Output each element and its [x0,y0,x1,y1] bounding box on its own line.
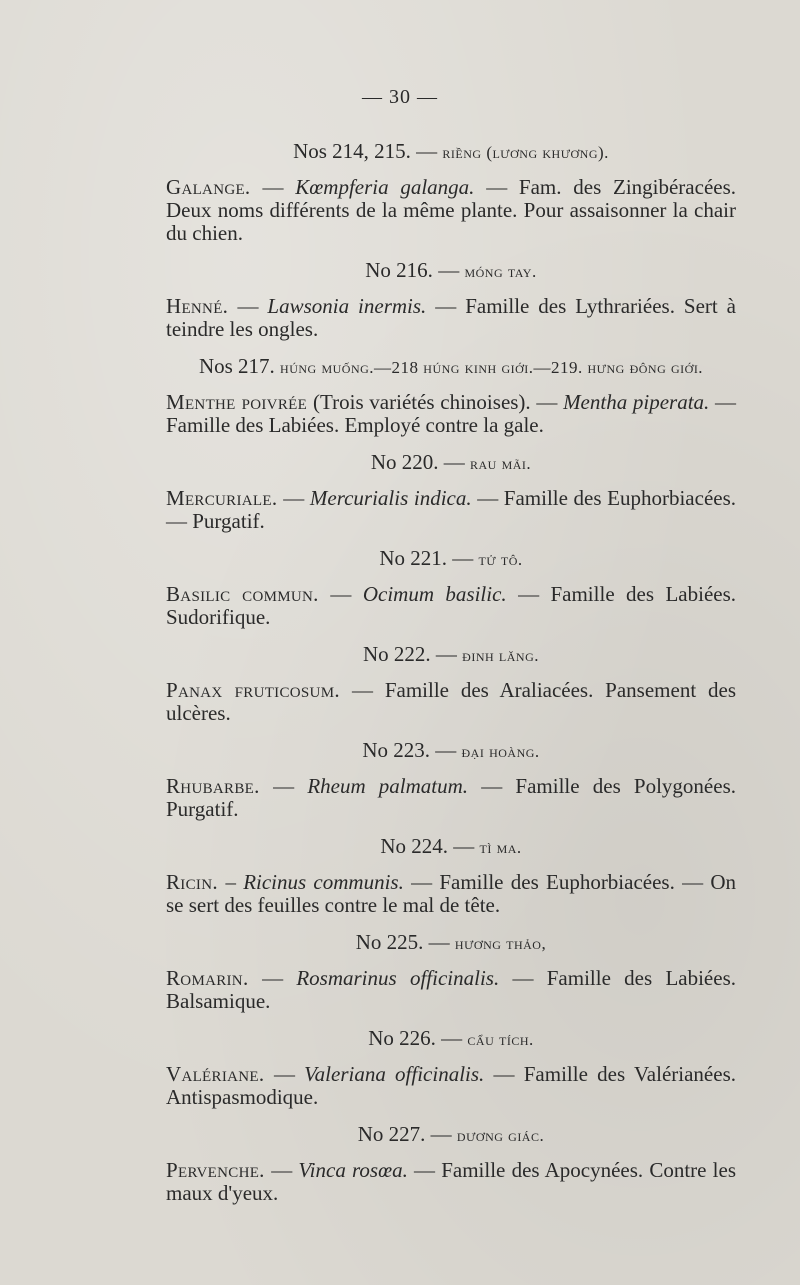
entry-number: No 225. [355,930,429,954]
entry-text: — Famille des Apocynées. Contre les maux d'yeux. [166,1158,736,1205]
french-name: Galange. [166,175,263,199]
vietnamese-name: hương thảo, [454,934,547,953]
french-name: Rhubarbe. [166,774,274,798]
french-name: Ricin. [166,870,226,894]
entry-heading [166,1123,736,1147]
vietnamese-name: riềng (lương khương). [442,143,609,162]
vietnamese-name: móng tay. [464,262,537,281]
entry-heading [166,259,736,283]
entry-heading [166,140,736,164]
entry-number: No 222. [363,642,436,666]
entry-description [166,679,736,725]
entry-text: — Famille des Valérianées. Antispasmodique. [166,1062,736,1109]
vietnamese-name: rau mãi. [470,454,532,473]
entry-text: — Famille des Lythrariées. Sert à teindre les ongles. [166,294,736,341]
entry-number: Nos 217. [198,354,281,378]
name-separator: — [237,294,268,318]
french-name: Panax fruticosum. [166,678,353,702]
vietnamese-name: húng muống.—218 húng kinh giới.—219. hưng đông giới. [280,358,704,377]
heading-separator: — [438,258,465,282]
entry-number: No 221. [379,546,453,570]
name-separator: – [225,870,244,894]
latin-name: Ocimum basilic. [362,582,519,606]
heading-separator: — [443,450,470,474]
entry-number: No 227. [357,1122,431,1146]
vietnamese-name: tì ma. [479,838,522,857]
entry-description [166,176,736,245]
entry-heading [166,451,736,475]
entry-number: No 224. [380,834,454,858]
vietnamese-name: dương giác. [456,1126,545,1145]
entry-text: — Fam. des Zingibéracées. Deux noms différents de la même plante. Pour assaisonner la chair du chien. [166,175,737,245]
entry-number: No 220. [370,450,444,474]
entry-description [166,775,736,821]
entry-number: Nos 214, 215. [293,139,417,163]
name-separator: — [262,175,296,199]
entry-description [166,583,736,629]
name-separator: — [283,486,310,510]
latin-name: Ricinus communis. [243,870,412,894]
latin-name: Vinca rosœa. [298,1158,415,1182]
page-number: — 30 — [362,86,438,108]
entry-heading [166,643,736,667]
french-name: Basilic commun. [166,582,331,606]
entry-heading [166,835,736,859]
entry-heading [166,1027,736,1051]
heading-separator: — [435,738,462,762]
name-separator: — [330,582,363,606]
heading-separator: — [416,139,443,163]
name-separator: — [273,1062,305,1086]
name-separator: (Trois variétés chinoises). — [313,390,564,414]
entry-heading [166,739,736,763]
french-name: Henné. [166,294,238,318]
heading-separator: — [452,546,479,570]
heading-separator: — [441,1026,468,1050]
french-name: Pervenche. [166,1158,272,1182]
entry-number: No 226. [368,1026,442,1050]
entry-heading [166,931,736,955]
entry-heading [166,355,736,379]
french-name: Valériane. [166,1062,274,1086]
entry-text: — Famille des Euphorbiacées. — On se sert des feuilles contre le mal de tête. [166,870,737,917]
heading-separator: — [453,834,480,858]
entry-text: — Famille des Euphorbiacées. — Purgatif. [166,486,737,533]
entry-description [166,871,736,917]
latin-name: Mentha piperata. [563,390,715,414]
heading-separator: — [430,1122,457,1146]
latin-name: Rheum palmatum. [307,774,482,798]
latin-name: Rosmarinus officinalis. [296,966,513,990]
name-separator: — [271,1158,299,1182]
latin-name: Lawsonia inermis. [267,294,436,318]
entry-description [166,1159,736,1205]
text-body [166,140,736,1205]
entry-description [166,295,736,341]
heading-separator: — [428,930,455,954]
heading-separator: — [435,642,463,666]
latin-name: Mercurialis indica. [309,486,478,510]
entry-text: — Famille des Araliacées. Pansement des ulcères. [166,678,736,725]
vietnamese-name: cẩu tích. [467,1030,534,1049]
entry-description [166,487,736,533]
vietnamese-name: đinh lăng. [462,646,539,665]
entry-number: No 216. [365,258,439,282]
name-separator: — [262,966,297,990]
french-name: Mercuriale. [166,486,284,510]
entry-text: — Famille des Polygonées. Purgatif. [166,774,736,821]
french-name: Romarin. [166,966,263,990]
latin-name: Kœmpferia galanga. [295,175,487,199]
vietnamese-name: đại hoàng. [461,742,540,761]
entry-description [166,967,736,1013]
entry-text: — Famille des Labiées. Employé contre la gale. [166,390,736,437]
entry-description [166,391,736,437]
french-name: Menthe poivrée [166,390,314,414]
entry-heading [166,547,736,571]
entry-text: — Famille des Labiées. Sudorifique. [166,582,737,629]
vietnamese-name: tử tô. [478,550,523,569]
entry-text: — Famille des Labiées. Balsamique. [166,966,736,1013]
latin-name: Valeriana officinalis. [304,1062,494,1086]
entry-description [166,1063,736,1109]
entry-number: No 223. [362,738,436,762]
name-separator: — [273,774,308,798]
